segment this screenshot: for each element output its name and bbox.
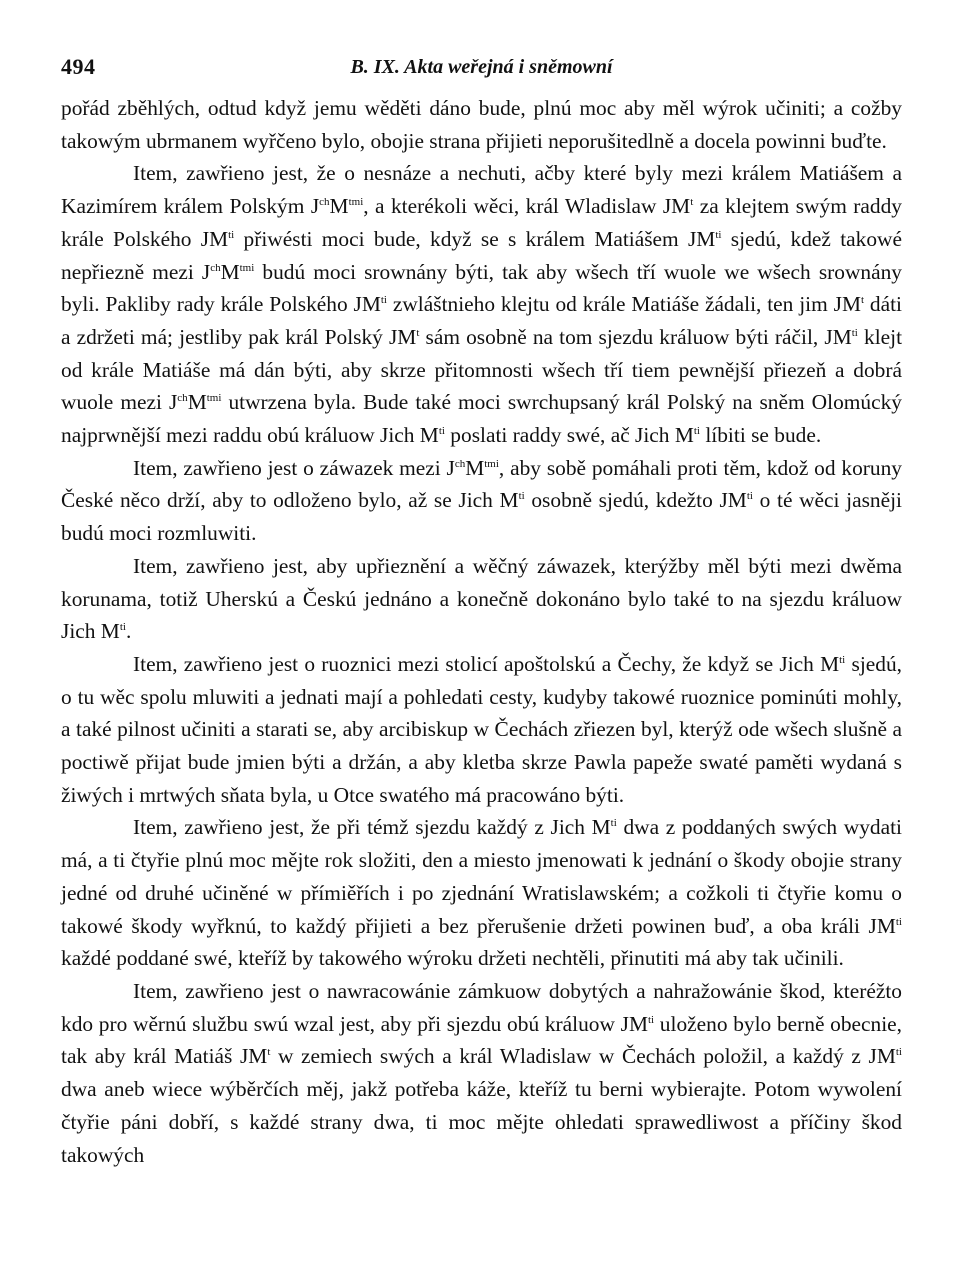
paragraph-text: w zemiech swých a král Wladislaw w Čechách položil, a každý z JM — [270, 1044, 896, 1069]
superscript-abbreviation: ti — [693, 425, 700, 438]
document-page — [61, 52, 902, 1171]
page-header — [61, 52, 902, 92]
paragraph-text: přiwésti moci bude, když se s králem Matiášem JM — [234, 226, 716, 251]
paragraph-text: osobně sjedú, kdežto JM — [524, 488, 747, 513]
page-number: 494 — [61, 54, 96, 79]
superscript-abbreviation: t — [860, 294, 865, 307]
paragraph — [61, 648, 902, 812]
superscript-abbreviation: ti — [228, 228, 235, 241]
paragraph — [61, 975, 902, 1171]
paragraph-text: dwa aneb wiece wýběrčích měj, jakž potřeba káže, kteříž tu berni wybierajte. Potom wywolení čtyřie páni dobří, s každé strany dwa, ti moc mějte ohledati sprawedliwost a příčiny škod takowých — [61, 1077, 902, 1167]
paragraph-text: . — [125, 619, 132, 644]
paragraph-text: M — [220, 259, 240, 284]
superscript-abbreviation: t — [690, 196, 694, 209]
paragraph-text: Item, zawřieno jest o záwazek mezi J — [133, 455, 455, 480]
superscript-abbreviation: ti — [647, 1013, 655, 1026]
paragraph-text: klejt od krále Matiáše má dán býti, aby skrze přitomnosti wšech tří tiem pewnější přiezeň a dobrá wuole mezi J — [61, 324, 903, 415]
superscript-abbreviation: ti — [380, 294, 387, 307]
paragraph-text: každé poddané swé, kteříž by takowého wýroku držeti nechtěli, přinutiti má aby tak učinili. — [61, 946, 844, 971]
paragraph-text: utwrzena byla. Bude také moci swrchupsaný král Polský na sněm Olomúcký najprwnější mezi raddu obú králuow Jich M — [61, 390, 902, 448]
superscript-abbreviation: tmi — [484, 457, 499, 470]
paragraph-text: Item, zawřieno jest, aby upřieznění a wěčný záwazek, kterýžby měl býti mezi dwěma korunama, totiž Uherskú a Českú jednáno a konečně dokonáno bylo také to na sjezdu králuow Jich M — [61, 553, 902, 644]
paragraph-text: M — [187, 390, 207, 415]
paragraph-text: pořád zběhlých, odtud když jemu wěděti dáno bude, plnú moc aby měl wýrok učiniti; a cožby takowým ubrmanem wyřčeno bylo, obojie strana přijieti neporušitedlně a docela powinni buďte. — [61, 96, 902, 153]
paragraph-text: zwláštnieho klejtu od krále Matiáše žádali, ten jim JM — [387, 292, 861, 317]
superscript-abbreviation: ti — [851, 326, 858, 339]
paragraph-text: Item, zawřieno jest, že o nesnáze a nechuti, ačby které byly mezi králem Matiášem a Kazimírem králem Polským J — [61, 161, 902, 219]
paragraph-text: sám osobně na tom sjezdu králuow býti ráčil, JM — [419, 324, 852, 349]
superscript-abbreviation: ti — [895, 915, 902, 928]
superscript-abbreviation: tmi — [206, 392, 222, 405]
paragraph-text: M — [329, 194, 349, 219]
paragraph — [61, 550, 902, 648]
paragraph-text: Item, zawřieno jest o ruoznici mezi stolicí apoštolskú a Čechy, že když se Jich M — [133, 651, 840, 676]
paragraph-text: dáti a zdržeti má; jestliby pak král Polský JM — [61, 292, 902, 349]
paragraph-text: o té wěci jasněji budú moci rozmluwiti. — [61, 488, 902, 546]
superscript-abbreviation: tmi — [348, 196, 364, 209]
superscript-abbreviation: ti — [895, 1046, 902, 1059]
paragraph-text: líbiti se bude. — [700, 423, 822, 448]
paragraph-text: budú moci srownány býti, tak aby wšech tří wuole we wšech srownány byli. Pakliby rady krále Polského JM — [61, 259, 902, 317]
paragraph — [61, 452, 902, 550]
paragraph — [61, 92, 902, 157]
superscript-abbreviation: ti — [746, 490, 753, 503]
superscript-abbreviation: ti — [119, 621, 126, 634]
paragraph-text: dwa z poddaných swých wydati má, a ti čtyřie plnú moc mějte rok složiti, den a miesto jmenowati k jednání o škody obojie strany jedné od druhé učiněné w přímiěřích i po zjednání Wratislawském; a cožkoli ti čtyřie komu o takowé škody wyřknú, to každý přijieti a bez přerušenie držeti powinen buď, a oba králi JM — [61, 815, 902, 938]
superscript-abbreviation: tmi — [239, 261, 255, 274]
superscript-abbreviation: ti — [438, 425, 445, 438]
superscript-abbreviation: ti — [610, 817, 617, 830]
superscript-abbreviation: ch — [210, 261, 221, 274]
superscript-abbreviation: ti — [839, 653, 846, 666]
superscript-abbreviation: ch — [319, 196, 330, 209]
paragraph-text: uloženo bylo berně obecnie, tak aby král Matiáš JM — [61, 1011, 902, 1069]
superscript-abbreviation: ch — [177, 392, 188, 405]
paragraph-text: Item, zawřieno jest, že při témž sjezdu každý z Jich M — [133, 815, 611, 840]
paragraph-text: sjedú, o tu wěc spolu mluwiti a jednati mají a pohledati cesty, kudyby takowé ruoznice pominúti mohly, a také pilnost učiniti a starati se, aby arcibiskup w Čechách zřiezen byl, kterýž ode wšech slušně a poctiwě přijat bude jmien býti a držán, a aby kletba skrze Pawla papeže swaté paměti wydaná s žiwých i mrtwých sňata byla, u Otce swatého má pracowáno býti. — [61, 651, 902, 807]
superscript-abbreviation: ti — [715, 228, 722, 241]
superscript-abbreviation: ch — [454, 457, 466, 470]
paragraph-text: Item, zawřieno jest o nawracowánie zámkuow dobytých a nahražowánie škod, kteréžto kdo pro wěrnú službu swú wzal jest, aby při sjezdu obú králuow JM — [61, 978, 902, 1036]
paragraph — [61, 157, 902, 451]
paragraph-text: za klejtem swým raddy krále Polského JM — [61, 194, 902, 251]
paragraph-text: M — [465, 455, 485, 480]
paragraph-text: , aby sobě pomáhali proti těm, kdož od koruny České něco drží, aby to odloženo bylo, až se Jich M — [61, 455, 902, 513]
superscript-abbreviation: ti — [518, 490, 525, 503]
paragraph-text: sjedú, kdež takowé nepřiezně mezi J — [61, 226, 902, 284]
paragraph — [61, 811, 902, 975]
superscript-abbreviation: t — [416, 326, 420, 339]
paragraph-text: poslati raddy swé, ač Jich M — [444, 423, 694, 448]
paragraph-text: , a kterékoli wěci, král Wladislaw JM — [363, 194, 691, 219]
running-title: B. IX. Akta weřejná i sněmowní — [350, 56, 613, 78]
body-text — [61, 92, 902, 1171]
superscript-abbreviation: t — [267, 1046, 271, 1059]
